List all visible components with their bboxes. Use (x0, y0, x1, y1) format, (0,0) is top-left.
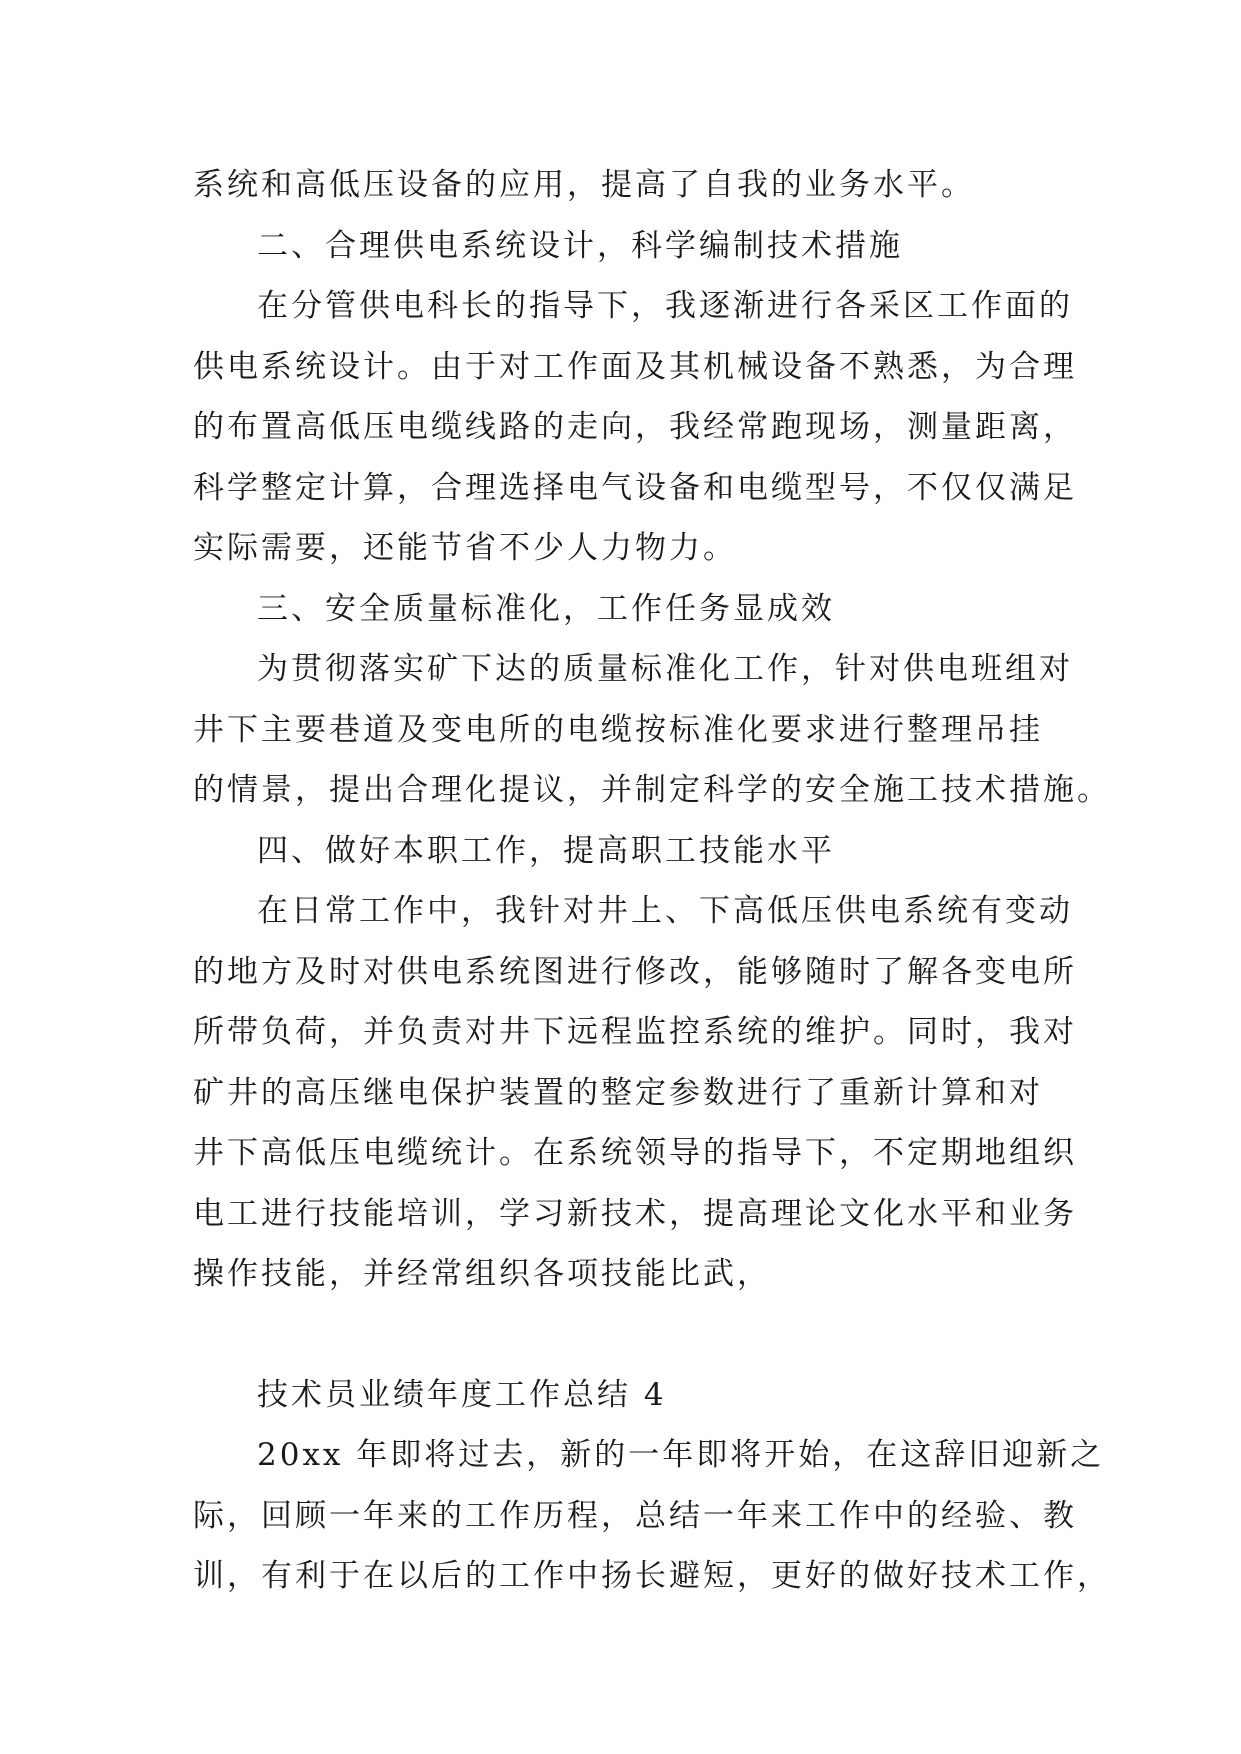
paragraph-line: 为贯彻落实矿下达的质量标准化工作，针对供电班组对 (257, 651, 1073, 687)
paragraph-line: 训，有利于在以后的工作中扬长避短，更好的做好技术工作， (193, 1558, 1111, 1594)
section-gap (193, 1305, 1053, 1365)
document-body (193, 155, 1111, 1607)
section-heading: 二、合理供电系统设计，科学编制技术措施 (257, 227, 903, 264)
paragraph-line: 实际需要，还能节省不少人力物力。 (193, 530, 737, 566)
paragraph-line: 矿井的高压继电保护装置的整定参数进行了重新计算和对 (193, 1074, 1043, 1111)
paragraph-line: 电工进行技能培训，学习新技术，提高理论文化水平和业务 (193, 1195, 1077, 1232)
section-heading: 三、安全质量标准化，工作任务显成效 (257, 590, 835, 627)
paragraph-line: 在日常工作中，我针对井上、下高低压供电系统有变动 (257, 893, 1073, 929)
document-section-title: 技术员业绩年度工作总结 4 (257, 1376, 667, 1413)
paragraph-line: 井下高低压电缆统计。在系统领导的指导下，不定期地组织 (193, 1135, 1077, 1171)
paragraph-line: 的布置高低压电缆线路的走向，我经常跑现场，测量距离， (193, 409, 1077, 445)
paragraph-line: 20xx 年即将过去，新的一年即将开始，在这辞旧迎新之 (257, 1437, 1105, 1473)
paragraph-line: 在分管供电科长的指导下，我逐渐进行各采区工作面的 (257, 288, 1073, 324)
paragraph-line: 所带负荷，并负责对井下远程监控系统的维护。同时，我对 (193, 1014, 1077, 1050)
paragraph-line: 井下主要巷道及变电所的电缆按标准化要求进行整理吊挂 (193, 711, 1043, 748)
paragraph-line: 操作技能，并经常组织各项技能比武， (193, 1256, 771, 1292)
paragraph-line: 际，回顾一年来的工作历程，总结一年来工作中的经验、教 (193, 1497, 1077, 1534)
paragraph-line: 的情景，提出合理化提议，并制定科学的安全施工技术措施。 (193, 772, 1111, 808)
paragraph-line: 科学整定计算，合理选择电气设备和电缆型号，不仅仅满足 (193, 469, 1077, 506)
paragraph-line: 的地方及时对供电系统图进行修改，能够随时了解各变电所 (193, 953, 1077, 990)
paragraph-line: 系统和高低压设备的应用，提高了自我的业务水平。 (193, 167, 975, 203)
section-heading: 四、做好本职工作，提高职工技能水平 (257, 832, 835, 869)
paragraph-line: 供电系统设计。由于对工作面及其机械设备不熟悉，为合理 (193, 348, 1077, 385)
